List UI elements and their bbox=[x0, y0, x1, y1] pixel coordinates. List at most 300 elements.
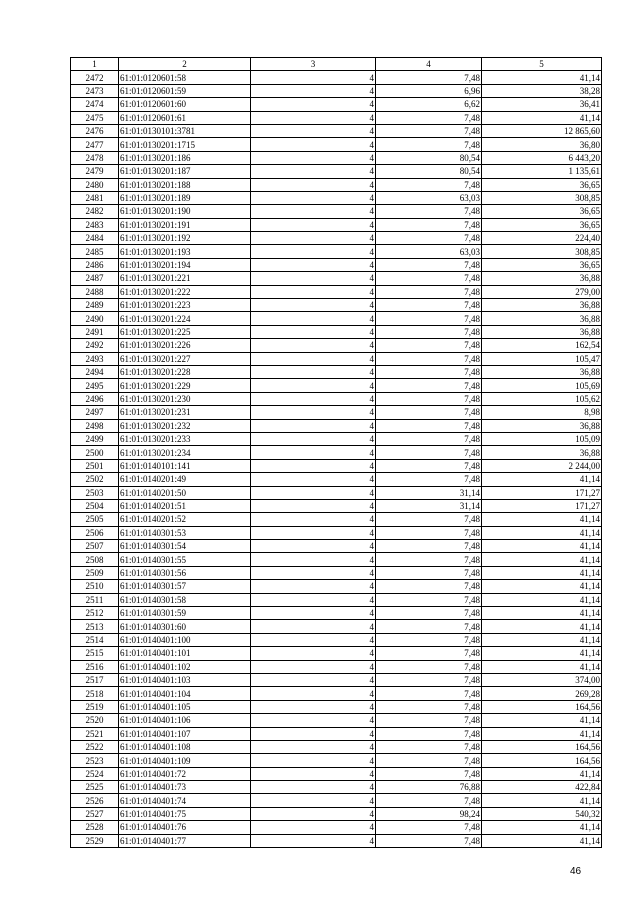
table-cell-col5: 374,00 bbox=[482, 673, 602, 686]
table-cell-col4: 7,48 bbox=[376, 526, 482, 539]
table-cell-col5: 36,65 bbox=[482, 218, 602, 231]
table-cell-col4: 7,48 bbox=[376, 218, 482, 231]
table-cell-col4: 7,48 bbox=[376, 620, 482, 633]
table-row bbox=[71, 151, 602, 164]
table-cell-col1: 2508 bbox=[71, 553, 119, 566]
table-cell-col2: 61:01:0130201:186 bbox=[119, 151, 251, 164]
table-cell-col1: 2527 bbox=[71, 807, 119, 820]
table-row bbox=[71, 834, 602, 847]
table-cell-col2: 61:01:0130201:188 bbox=[119, 178, 251, 191]
table-cell-col4: 80,54 bbox=[376, 165, 482, 178]
table-cell-col1: 2501 bbox=[71, 459, 119, 472]
table-cell-col4: 7,48 bbox=[376, 111, 482, 124]
table-cell-col2: 61:01:0130201:1715 bbox=[119, 138, 251, 151]
table-cell-col3: 4 bbox=[251, 379, 376, 392]
table-cell-col2: 61:01:0120601:59 bbox=[119, 84, 251, 97]
table-cell-col3: 4 bbox=[251, 821, 376, 834]
table-cell-col5: 36,88 bbox=[482, 365, 602, 378]
table-row bbox=[71, 486, 602, 499]
table-cell-col4: 7,48 bbox=[376, 673, 482, 686]
page-number: 46 bbox=[570, 866, 582, 877]
table-cell-col3: 4 bbox=[251, 727, 376, 740]
table-cell-col3: 4 bbox=[251, 767, 376, 780]
table-cell-col5: 38,28 bbox=[482, 84, 602, 97]
table-cell-col1: 2511 bbox=[71, 593, 119, 606]
table-row bbox=[71, 459, 602, 472]
table-cell-col4: 7,48 bbox=[376, 272, 482, 285]
table-cell-col3: 4 bbox=[251, 71, 376, 84]
header-row bbox=[71, 58, 602, 71]
table-cell-col2: 61:01:0140401:76 bbox=[119, 821, 251, 834]
table-row bbox=[71, 258, 602, 271]
table-cell-col1: 2498 bbox=[71, 419, 119, 432]
table-cell-col3: 4 bbox=[251, 151, 376, 164]
table-cell-col2: 61:01:0130201:232 bbox=[119, 419, 251, 432]
table-cell-col1: 2474 bbox=[71, 98, 119, 111]
table-row bbox=[71, 580, 602, 593]
table-cell-col5: 41,14 bbox=[482, 540, 602, 553]
table-cell-col5: 105,09 bbox=[482, 432, 602, 445]
table-cell-col5: 41,14 bbox=[482, 834, 602, 847]
table-cell-col5: 36,88 bbox=[482, 446, 602, 459]
table-cell-col1: 2520 bbox=[71, 714, 119, 727]
table-cell-col4: 7,48 bbox=[376, 834, 482, 847]
table-row bbox=[71, 419, 602, 432]
table-cell-col2: 61:01:0130201:221 bbox=[119, 272, 251, 285]
table-row bbox=[71, 406, 602, 419]
table-cell-col2: 61:01:0130201:228 bbox=[119, 365, 251, 378]
table-cell-col4: 6,96 bbox=[376, 84, 482, 97]
table-cell-col1: 2473 bbox=[71, 84, 119, 97]
table-cell-col2: 61:01:0130201:224 bbox=[119, 312, 251, 325]
table-cell-col1: 2493 bbox=[71, 352, 119, 365]
table-cell-col4: 31,14 bbox=[376, 499, 482, 512]
table-cell-col4: 7,48 bbox=[376, 339, 482, 352]
table-cell-col5: 41,14 bbox=[482, 620, 602, 633]
table-cell-col5: 279,00 bbox=[482, 285, 602, 298]
table-cell-col5: 105,47 bbox=[482, 352, 602, 365]
table-row bbox=[71, 633, 602, 646]
table-cell-col1: 2524 bbox=[71, 767, 119, 780]
table-cell-col5: 41,14 bbox=[482, 71, 602, 84]
table-cell-col2: 61:01:0130201:223 bbox=[119, 299, 251, 312]
table-cell-col3: 4 bbox=[251, 593, 376, 606]
table-row bbox=[71, 566, 602, 579]
table-cell-col1: 2502 bbox=[71, 473, 119, 486]
table-cell-col3: 4 bbox=[251, 258, 376, 271]
table-row bbox=[71, 740, 602, 753]
table-cell-col1: 2488 bbox=[71, 285, 119, 298]
table-row bbox=[71, 513, 602, 526]
table-cell-col3: 4 bbox=[251, 365, 376, 378]
table-row bbox=[71, 71, 602, 84]
table-cell-col1: 2528 bbox=[71, 821, 119, 834]
table-cell-col1: 2481 bbox=[71, 191, 119, 204]
table-cell-col2: 61:01:0130201:194 bbox=[119, 258, 251, 271]
table-cell-col2: 61:01:0140401:100 bbox=[119, 633, 251, 646]
table-cell-col2: 61:01:0130201:190 bbox=[119, 205, 251, 218]
table-cell-col5: 269,28 bbox=[482, 687, 602, 700]
table-row bbox=[71, 754, 602, 767]
table-cell-col2: 61:01:0130201:234 bbox=[119, 446, 251, 459]
table-cell-col1: 2479 bbox=[71, 165, 119, 178]
table-cell-col5: 41,14 bbox=[482, 794, 602, 807]
table-cell-col3: 4 bbox=[251, 807, 376, 820]
table-cell-col1: 2505 bbox=[71, 513, 119, 526]
table-cell-col4: 76,88 bbox=[376, 781, 482, 794]
table-cell-col1: 2510 bbox=[71, 580, 119, 593]
table-cell-col2: 61:01:0120601:61 bbox=[119, 111, 251, 124]
table-cell-col3: 4 bbox=[251, 84, 376, 97]
table-cell-col1: 2507 bbox=[71, 540, 119, 553]
table-cell-col1: 2519 bbox=[71, 700, 119, 713]
table-cell-col5: 6 443,20 bbox=[482, 151, 602, 164]
table-cell-col2: 61:01:0140401:107 bbox=[119, 727, 251, 740]
table-cell-col4: 7,48 bbox=[376, 540, 482, 553]
table-cell-col2: 61:01:0130201:231 bbox=[119, 406, 251, 419]
table-cell-col5: 41,14 bbox=[482, 513, 602, 526]
table-cell-col3: 4 bbox=[251, 700, 376, 713]
table-row bbox=[71, 593, 602, 606]
table-cell-col1: 2482 bbox=[71, 205, 119, 218]
table-cell-col3: 4 bbox=[251, 459, 376, 472]
table-cell-col1: 2480 bbox=[71, 178, 119, 191]
table-cell-col3: 4 bbox=[251, 205, 376, 218]
table-row bbox=[71, 84, 602, 97]
table-cell-col2: 61:01:0140301:54 bbox=[119, 540, 251, 553]
table-cell-col3: 4 bbox=[251, 687, 376, 700]
table-cell-col4: 7,48 bbox=[376, 566, 482, 579]
table-cell-col2: 61:01:0140301:60 bbox=[119, 620, 251, 633]
table-row bbox=[71, 673, 602, 686]
table-cell-col3: 4 bbox=[251, 339, 376, 352]
table-cell-col4: 7,48 bbox=[376, 71, 482, 84]
table-row bbox=[71, 98, 602, 111]
table-cell-col1: 2485 bbox=[71, 245, 119, 258]
table-cell-col5: 105,62 bbox=[482, 392, 602, 405]
table-cell-col3: 4 bbox=[251, 165, 376, 178]
table-row bbox=[71, 647, 602, 660]
table-cell-col2: 61:01:0140301:55 bbox=[119, 553, 251, 566]
table-cell-col5: 41,14 bbox=[482, 593, 602, 606]
table-cell-col5: 36,65 bbox=[482, 205, 602, 218]
table-row bbox=[71, 272, 602, 285]
table-row bbox=[71, 111, 602, 124]
table-row bbox=[71, 178, 602, 191]
table-cell-col2: 61:01:0140401:108 bbox=[119, 740, 251, 753]
header-cell-2: 2 bbox=[119, 58, 251, 71]
table-row bbox=[71, 352, 602, 365]
table-row bbox=[71, 540, 602, 553]
table-cell-col5: 36,88 bbox=[482, 272, 602, 285]
table-cell-col4: 7,48 bbox=[376, 821, 482, 834]
table-cell-col5: 41,14 bbox=[482, 821, 602, 834]
table-cell-col3: 4 bbox=[251, 191, 376, 204]
table-body bbox=[71, 71, 602, 848]
table-row bbox=[71, 285, 602, 298]
table-cell-col2: 61:01:0140401:102 bbox=[119, 660, 251, 673]
table-cell-col3: 4 bbox=[251, 754, 376, 767]
table-row bbox=[71, 620, 602, 633]
table-cell-col1: 2497 bbox=[71, 406, 119, 419]
table-cell-col3: 4 bbox=[251, 673, 376, 686]
table-cell-col4: 7,48 bbox=[376, 459, 482, 472]
table-cell-col3: 4 bbox=[251, 714, 376, 727]
table-cell-col2: 61:01:0140301:58 bbox=[119, 593, 251, 606]
table-cell-col3: 4 bbox=[251, 352, 376, 365]
table-cell-col2: 61:01:0140301:57 bbox=[119, 580, 251, 593]
table-cell-col1: 2509 bbox=[71, 566, 119, 579]
table-cell-col3: 4 bbox=[251, 432, 376, 445]
table-cell-col5: 171,27 bbox=[482, 499, 602, 512]
table-cell-col5: 12 865,60 bbox=[482, 124, 602, 137]
table-cell-col5: 1 135,61 bbox=[482, 165, 602, 178]
table-cell-col3: 4 bbox=[251, 486, 376, 499]
table-cell-col4: 6,62 bbox=[376, 98, 482, 111]
table-cell-col3: 4 bbox=[251, 392, 376, 405]
table-cell-col1: 2517 bbox=[71, 673, 119, 686]
table-cell-col3: 4 bbox=[251, 419, 376, 432]
table-cell-col3: 4 bbox=[251, 553, 376, 566]
table-cell-col3: 4 bbox=[251, 406, 376, 419]
table-cell-col3: 4 bbox=[251, 526, 376, 539]
table-cell-col1: 2515 bbox=[71, 647, 119, 660]
table-cell-col1: 2478 bbox=[71, 151, 119, 164]
table-cell-col3: 4 bbox=[251, 124, 376, 137]
table-cell-col1: 2499 bbox=[71, 432, 119, 445]
table-cell-col4: 7,48 bbox=[376, 258, 482, 271]
table-cell-col1: 2476 bbox=[71, 124, 119, 137]
table-cell-col4: 7,48 bbox=[376, 392, 482, 405]
table-cell-col1: 2506 bbox=[71, 526, 119, 539]
table-cell-col4: 7,48 bbox=[376, 714, 482, 727]
table-cell-col2: 61:01:0130201:225 bbox=[119, 325, 251, 338]
table-row bbox=[71, 379, 602, 392]
table-row bbox=[71, 794, 602, 807]
table-cell-col5: 41,14 bbox=[482, 111, 602, 124]
table-cell-col2: 61:01:0140401:75 bbox=[119, 807, 251, 820]
table-cell-col5: 36,88 bbox=[482, 312, 602, 325]
table-cell-col5: 41,14 bbox=[482, 607, 602, 620]
table-cell-col2: 61:01:0130201:191 bbox=[119, 218, 251, 231]
table-cell-col4: 7,48 bbox=[376, 754, 482, 767]
table-cell-col5: 41,14 bbox=[482, 580, 602, 593]
table-cell-col2: 61:01:0140401:73 bbox=[119, 781, 251, 794]
header-cell-3: 3 bbox=[251, 58, 376, 71]
table-row bbox=[71, 700, 602, 713]
table-cell-col5: 36,65 bbox=[482, 178, 602, 191]
table-row bbox=[71, 312, 602, 325]
table-cell-col2: 61:01:0130201:187 bbox=[119, 165, 251, 178]
table-cell-col5: 41,14 bbox=[482, 647, 602, 660]
table-cell-col2: 61:01:0130201:229 bbox=[119, 379, 251, 392]
table-cell-col4: 7,48 bbox=[376, 700, 482, 713]
table-cell-col4: 7,48 bbox=[376, 553, 482, 566]
table-row bbox=[71, 607, 602, 620]
table-cell-col4: 7,48 bbox=[376, 607, 482, 620]
table-cell-col3: 4 bbox=[251, 660, 376, 673]
table-cell-col5: 422,84 bbox=[482, 781, 602, 794]
table-cell-col1: 2522 bbox=[71, 740, 119, 753]
table-cell-col1: 2518 bbox=[71, 687, 119, 700]
table-cell-col3: 4 bbox=[251, 781, 376, 794]
table-cell-col5: 41,14 bbox=[482, 714, 602, 727]
table-cell-col4: 7,48 bbox=[376, 432, 482, 445]
table-cell-col5: 41,14 bbox=[482, 633, 602, 646]
table-cell-col3: 4 bbox=[251, 232, 376, 245]
table-cell-col3: 4 bbox=[251, 98, 376, 111]
table-cell-col3: 4 bbox=[251, 178, 376, 191]
table-cell-col2: 61:01:0140401:109 bbox=[119, 754, 251, 767]
table-cell-col4: 7,48 bbox=[376, 232, 482, 245]
table-cell-col2: 61:01:0130201:192 bbox=[119, 232, 251, 245]
table-cell-col5: 224,40 bbox=[482, 232, 602, 245]
table-cell-col3: 4 bbox=[251, 566, 376, 579]
table-cell-col1: 2523 bbox=[71, 754, 119, 767]
table-cell-col2: 61:01:0130201:233 bbox=[119, 432, 251, 445]
table-row bbox=[71, 245, 602, 258]
table-cell-col5: 8,98 bbox=[482, 406, 602, 419]
table-cell-col2: 61:01:0140401:103 bbox=[119, 673, 251, 686]
table-cell-col3: 4 bbox=[251, 633, 376, 646]
table-row bbox=[71, 205, 602, 218]
table-cell-col4: 7,48 bbox=[376, 124, 482, 137]
table-cell-col4: 7,48 bbox=[376, 513, 482, 526]
table-cell-col2: 61:01:0130201:227 bbox=[119, 352, 251, 365]
table-row bbox=[71, 392, 602, 405]
table-cell-col2: 61:01:0140301:59 bbox=[119, 607, 251, 620]
table-cell-col4: 7,48 bbox=[376, 285, 482, 298]
table-cell-col5: 162,54 bbox=[482, 339, 602, 352]
table-cell-col2: 61:01:0130101:3781 bbox=[119, 124, 251, 137]
table-cell-col3: 4 bbox=[251, 834, 376, 847]
data-table bbox=[70, 57, 602, 848]
table-row bbox=[71, 339, 602, 352]
table-cell-col3: 4 bbox=[251, 111, 376, 124]
table-row bbox=[71, 218, 602, 231]
table-row bbox=[71, 124, 602, 137]
table-cell-col2: 61:01:0140401:72 bbox=[119, 767, 251, 780]
table-cell-col5: 105,69 bbox=[482, 379, 602, 392]
table-row bbox=[71, 232, 602, 245]
table-cell-col2: 61:01:0130201:189 bbox=[119, 191, 251, 204]
table-cell-col1: 2529 bbox=[71, 834, 119, 847]
table-cell-col5: 2 244,00 bbox=[482, 459, 602, 472]
table-cell-col1: 2496 bbox=[71, 392, 119, 405]
table-cell-col3: 4 bbox=[251, 647, 376, 660]
table-cell-col1: 2472 bbox=[71, 71, 119, 84]
table-row bbox=[71, 807, 602, 820]
table-cell-col1: 2491 bbox=[71, 325, 119, 338]
table-cell-col2: 61:01:0140401:106 bbox=[119, 714, 251, 727]
table-cell-col3: 4 bbox=[251, 740, 376, 753]
table-cell-col2: 61:01:0140201:51 bbox=[119, 499, 251, 512]
table-cell-col3: 4 bbox=[251, 620, 376, 633]
table-cell-col3: 4 bbox=[251, 245, 376, 258]
table-cell-col3: 4 bbox=[251, 540, 376, 553]
table-cell-col5: 164,56 bbox=[482, 740, 602, 753]
table-cell-col3: 4 bbox=[251, 607, 376, 620]
table-cell-col1: 2475 bbox=[71, 111, 119, 124]
table-row bbox=[71, 138, 602, 151]
table-cell-col4: 7,48 bbox=[376, 419, 482, 432]
table-cell-col3: 4 bbox=[251, 285, 376, 298]
table-cell-col3: 4 bbox=[251, 794, 376, 807]
table-cell-col1: 2484 bbox=[71, 232, 119, 245]
table-cell-col4: 7,48 bbox=[376, 138, 482, 151]
table-cell-col1: 2490 bbox=[71, 312, 119, 325]
table-cell-col1: 2504 bbox=[71, 499, 119, 512]
table-cell-col2: 61:01:0140401:105 bbox=[119, 700, 251, 713]
header-cell-1: 1 bbox=[71, 58, 119, 71]
table-cell-col4: 80,54 bbox=[376, 151, 482, 164]
table-cell-col4: 7,48 bbox=[376, 325, 482, 338]
table-cell-col3: 4 bbox=[251, 325, 376, 338]
table-cell-col1: 2526 bbox=[71, 794, 119, 807]
table-cell-col2: 61:01:0140401:104 bbox=[119, 687, 251, 700]
table-row bbox=[71, 553, 602, 566]
table-cell-col1: 2489 bbox=[71, 299, 119, 312]
table-cell-col5: 308,85 bbox=[482, 245, 602, 258]
table-cell-col3: 4 bbox=[251, 218, 376, 231]
table-cell-col2: 61:01:0130201:222 bbox=[119, 285, 251, 298]
table-cell-col2: 61:01:0140101:141 bbox=[119, 459, 251, 472]
table-cell-col4: 7,48 bbox=[376, 379, 482, 392]
table-row bbox=[71, 191, 602, 204]
table-row bbox=[71, 526, 602, 539]
table-cell-col4: 7,48 bbox=[376, 446, 482, 459]
table-cell-col3: 4 bbox=[251, 299, 376, 312]
table-cell-col2: 61:01:0120601:60 bbox=[119, 98, 251, 111]
table-cell-col1: 2500 bbox=[71, 446, 119, 459]
table-cell-col5: 36,88 bbox=[482, 299, 602, 312]
table-cell-col4: 7,48 bbox=[376, 767, 482, 780]
table-row bbox=[71, 446, 602, 459]
table-cell-col1: 2487 bbox=[71, 272, 119, 285]
table-cell-col5: 36,65 bbox=[482, 258, 602, 271]
table-cell-col3: 4 bbox=[251, 499, 376, 512]
table-cell-col4: 7,48 bbox=[376, 473, 482, 486]
table-row bbox=[71, 687, 602, 700]
table-row bbox=[71, 365, 602, 378]
table-cell-col3: 4 bbox=[251, 446, 376, 459]
table-cell-col4: 31,14 bbox=[376, 486, 482, 499]
table-cell-col4: 7,48 bbox=[376, 633, 482, 646]
table-row bbox=[71, 165, 602, 178]
table-cell-col2: 61:01:0140401:74 bbox=[119, 794, 251, 807]
table-cell-col1: 2492 bbox=[71, 339, 119, 352]
table-cell-col1: 2521 bbox=[71, 727, 119, 740]
table-cell-col3: 4 bbox=[251, 473, 376, 486]
table-cell-col5: 171,27 bbox=[482, 486, 602, 499]
table-row bbox=[71, 781, 602, 794]
header-cell-5: 5 bbox=[482, 58, 602, 71]
table-cell-col1: 2516 bbox=[71, 660, 119, 673]
table-cell-col5: 540,32 bbox=[482, 807, 602, 820]
table-cell-col4: 7,48 bbox=[376, 593, 482, 606]
table-cell-col5: 36,80 bbox=[482, 138, 602, 151]
table-row bbox=[71, 325, 602, 338]
table-cell-col1: 2503 bbox=[71, 486, 119, 499]
table-row bbox=[71, 767, 602, 780]
table-cell-col2: 61:01:0130201:193 bbox=[119, 245, 251, 258]
table-row bbox=[71, 714, 602, 727]
table-cell-col5: 36,41 bbox=[482, 98, 602, 111]
table-cell-col3: 4 bbox=[251, 272, 376, 285]
table-cell-col4: 7,48 bbox=[376, 352, 482, 365]
table-row bbox=[71, 432, 602, 445]
table-cell-col4: 7,48 bbox=[376, 580, 482, 593]
